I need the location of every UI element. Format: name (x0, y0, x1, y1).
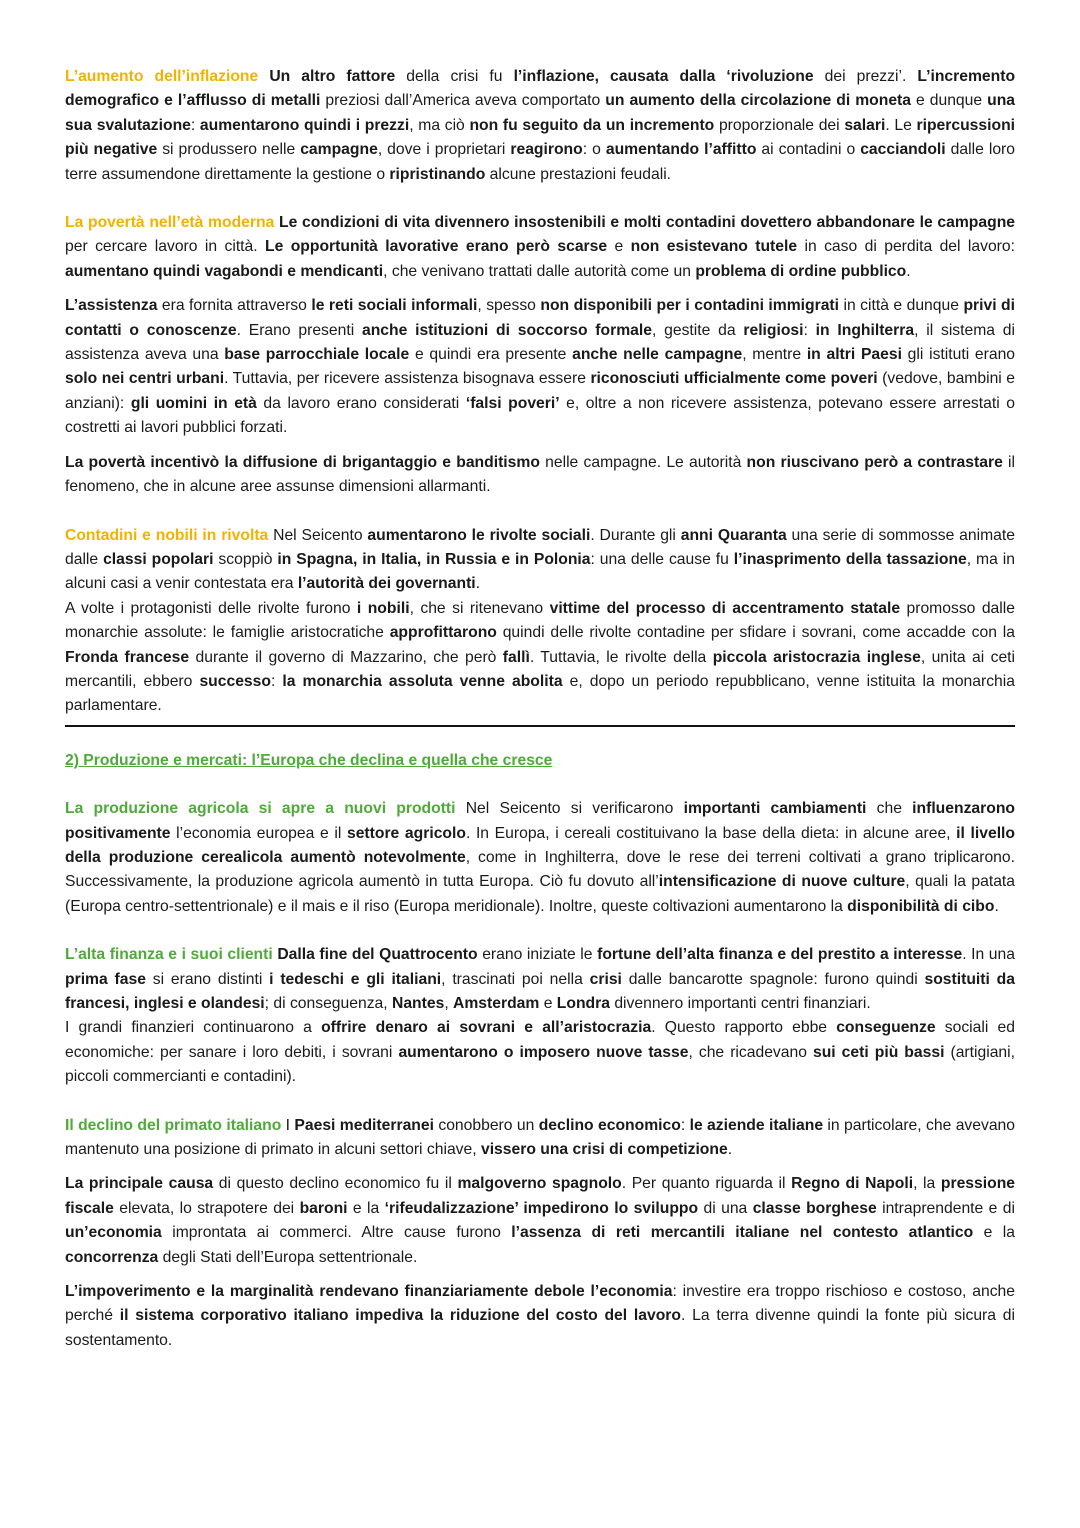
text: e quindi era presente (409, 346, 573, 364)
paragraph-heading: L’alta finanza e i suoi clienti (65, 946, 273, 964)
text: alcune prestazioni feudali. (485, 165, 672, 183)
paragraph-heading: Contadini e nobili in rivolta (65, 526, 269, 544)
text: improntata ai commerci. Altre cause furono (161, 1224, 512, 1242)
bold-text: anche istituzioni di soccorso formale (361, 321, 652, 339)
text: : (190, 116, 200, 134)
bold-text: concorrenza (65, 1248, 159, 1266)
text: . Tuttavia, per ricevere assistenza bisognava essere (224, 370, 591, 388)
bold-text: anche nelle campagne (572, 346, 743, 364)
bold-text: cacciandoli (860, 141, 946, 159)
bold-text: malgoverno spagnolo (457, 1175, 622, 1193)
text: : (270, 672, 283, 690)
bold-text: disponibilità di cibo (847, 897, 995, 915)
text: , (444, 995, 454, 1012)
text: , trascinati poi nella (441, 970, 590, 988)
text: (vedove, bambini e anziani): (65, 370, 1016, 412)
text: gli istituti erano (901, 346, 1016, 364)
bold-text: ‘rifeudalizzazione’ impedirono lo sviluppo (384, 1199, 699, 1217)
text: . Questo rapporto ebbe (651, 1019, 837, 1037)
bold-text: reagirono (510, 141, 583, 159)
bold-text: le reti sociali informali (311, 297, 478, 315)
text: , la (913, 1175, 941, 1193)
text: . Per quanto riguarda il (621, 1175, 792, 1193)
text: . La terra divenne quindi la fonte più sicura di sostentamento. (65, 1307, 1015, 1349)
bold-text: classe borghese (752, 1199, 877, 1217)
paragraph (65, 451, 1015, 500)
bold-text: baroni (299, 1199, 348, 1217)
text: ; di conseguenza, (264, 995, 392, 1012)
text: scoppiò (213, 550, 278, 568)
text: conobbero un (433, 1116, 539, 1134)
bold-text: la monarchia assoluta venne abolita (282, 672, 563, 690)
bold-text: aumentando l’affitto (605, 141, 757, 159)
bold-text: il sistema corporativo italiano impediva la riduzione del costo del lavoro (119, 1307, 681, 1325)
bold-text: aumentarono le rivolte sociali (367, 526, 591, 544)
text: nelle campagne. Le autorità (539, 453, 747, 471)
bold-text: le aziende italiane (689, 1116, 824, 1134)
bold-text: Le condizioni di vita divennero insostenibili e molti contadini dovettero abbandonare le campagne (279, 214, 1016, 232)
text: , che ricadevano (688, 1043, 813, 1061)
bold-text: La povertà incentivò la diffusione di brigantaggio e banditismo (65, 453, 540, 471)
text (258, 68, 269, 85)
text: : investire era troppo rischioso e costoso, anche perché (65, 1283, 1015, 1325)
text: A volte i protagonisti delle rivolte furono (65, 599, 357, 617)
text: . Durante gli (590, 526, 681, 544)
paragraph (65, 524, 1015, 597)
text: : (803, 321, 816, 339)
bold-text: in Spagna, in Italia, in Russia e in Polonia (277, 550, 591, 568)
bold-text: campagne (300, 141, 378, 159)
text: si produssero nelle (157, 141, 301, 159)
paragraph (65, 1114, 1015, 1163)
text: di questo declino economico fu il (213, 1175, 458, 1193)
bold-text: ‘falsi poveri’ (465, 394, 560, 412)
bold-text: aumentano quindi vagabondi e mendicanti (65, 262, 384, 280)
bold-text: gli uomini in età (130, 394, 257, 412)
bold-text: Paesi mediterranei (294, 1116, 434, 1134)
bold-text: vittime del processo di accentramento statale (549, 599, 901, 617)
text: , gestite da (651, 321, 744, 339)
bold-text: il livello della produzione cerealicola aumentò notevolmente (65, 824, 1015, 866)
text: . In una (962, 946, 1015, 964)
paragraph (65, 1016, 1015, 1089)
text: intraprendente e di (876, 1199, 1015, 1217)
text: : (680, 1116, 690, 1134)
bold-text: pressione fiscale (65, 1175, 1016, 1217)
text: , come in Inghilterra, dove le rese dei terreni coltivati a grano triplicarono. Successivamente, la produzione agricola aumentò in tutta Europa. Ciò fu dovuto all’ (65, 848, 1015, 891)
text: . (994, 897, 999, 915)
paragraph-heading: L’aumento dell’inflazione (65, 68, 259, 85)
text: quindi delle rivolte contadine per sfidare i sovrani, come accadde con la (496, 624, 1015, 642)
text: I (281, 1116, 295, 1134)
bold-text: Un altro fattore (269, 68, 396, 85)
bold-text: prima fase (65, 970, 146, 988)
paragraph (65, 65, 1015, 187)
text: , quali la patata (Europa centro-settentrionale) e il mais e il riso (Europa meridionale). Inoltre, queste coltivazioni aumentarono la (65, 873, 1016, 915)
bold-text: Dalla fine del Quattrocento (277, 946, 478, 964)
bold-text: Nantes (392, 995, 445, 1012)
bold-text: base parrocchiale locale (224, 346, 410, 364)
bold-text: in Inghilterra (815, 321, 915, 339)
text: , che si ritenevano (409, 599, 550, 617)
bold-text: salari (844, 116, 886, 134)
bold-text: piccola aristocrazia inglese (712, 648, 921, 666)
paragraph (65, 1280, 1015, 1353)
bold-text: aumentarono quindi i prezzi (199, 116, 410, 134)
text: e la (347, 1199, 385, 1217)
text: e la (973, 1224, 1015, 1242)
text: e, dopo un periodo repubblicano, venne istituita la monarchia parlamentare. (65, 672, 1015, 715)
bold-text: vissero una crisi di competizione (480, 1141, 728, 1159)
text: . (906, 262, 911, 280)
bold-text: problema di ordine pubblico (695, 262, 907, 280)
text: e (607, 238, 631, 256)
text: una serie di sommosse animate dalle (65, 526, 1015, 568)
bold-text: religiosi (743, 321, 804, 339)
bold-text: non disponibili per i contadini immigrati (540, 297, 840, 315)
text: dei prezzi’. (813, 68, 918, 85)
text: era fornita attraverso (157, 297, 312, 315)
text: e (539, 995, 557, 1012)
bold-text: settore agricolo (346, 824, 466, 842)
text: . Le (885, 116, 917, 134)
bold-text: aumentarono o imposero nuove tasse (398, 1043, 689, 1061)
text: si erano distinti (145, 970, 270, 988)
bold-text: Amsterdam (453, 995, 540, 1012)
bold-text: ripercussioni più negative (65, 116, 1016, 159)
bold-text: influenzarono positivamente (65, 800, 1015, 842)
text: . Tuttavia, le rivolte della (529, 648, 713, 666)
bold-text: non fu seguito da un incremento (469, 116, 715, 134)
text: ai contadini o (756, 141, 861, 159)
bold-text: ripristinando (389, 165, 486, 183)
bold-text: una sua svalutazione (65, 92, 1016, 134)
text: elevata, lo strapotere dei (113, 1199, 300, 1217)
text: , che venivano trattati dalle autorità come un (383, 262, 696, 280)
paragraph (65, 211, 1015, 284)
bold-text: classi popolari (103, 550, 214, 568)
bold-text: un’economia (65, 1224, 162, 1242)
section-2-body (65, 797, 1015, 1353)
text: di una (698, 1199, 753, 1217)
bold-text: offrire denaro ai sovrani e all’aristocrazia (321, 1019, 652, 1037)
bold-text: fortune dell’alta finanza e del prestito a interesse (597, 946, 963, 964)
text: , unita ai ceti mercantili, ebbero (65, 648, 1016, 690)
text: . In Europa, i cereali costituivano la base della dieta: in alcune aree, (465, 824, 957, 842)
text: . (727, 1141, 733, 1159)
bold-text: un aumento della circolazione di moneta (605, 92, 912, 110)
bold-text: approfittarono (389, 624, 497, 642)
text: erano iniziate le (477, 946, 598, 964)
text: : o (582, 141, 606, 159)
text: degli Stati dell’Europa settentrionale. (158, 1248, 418, 1266)
bold-text: fallì (502, 648, 530, 666)
text: , dove i proprietari (377, 141, 511, 159)
text: divennero importanti centri finanziari. (609, 995, 871, 1012)
bold-text: Regno di Napoli (791, 1175, 914, 1193)
text: . (475, 575, 481, 593)
bold-text: L’incremento demografico e l’afflusso di metalli (65, 68, 1016, 110)
bold-text: l’inasprimento della tassazione (733, 550, 967, 568)
bold-text: non esistevano tutele (630, 238, 798, 256)
bold-text: crisi (589, 970, 622, 988)
bold-text: declino economico (538, 1116, 681, 1134)
text: della crisi fu (395, 68, 514, 85)
text: proporzionale dei (714, 116, 845, 134)
bold-text: solo nei centri urbani (65, 370, 225, 388)
section-title: 2) Produzione e mercati: l’Europa che declina e quella che cresce (65, 751, 553, 769)
bold-text: i nobili (356, 599, 410, 617)
text: (artigiani, piccoli commercianti e contadini). (65, 1043, 1015, 1086)
bold-text: La principale causa (65, 1175, 214, 1193)
paragraph-heading: La produzione agricola si apre a nuovi prodotti (65, 800, 456, 818)
paragraph (65, 1172, 1015, 1270)
text: promosso dalle monarchie assolute: le famiglie aristocratiche (65, 599, 1015, 642)
bold-text: in altri Paesi (806, 346, 902, 364)
text: dalle loro terre assumendone direttamente la gestione o (65, 141, 1015, 183)
text: , ma ciò (409, 116, 470, 134)
text: da lavoro erano considerati (256, 394, 466, 412)
paragraph-heading: La povertà nell’età moderna (65, 214, 275, 232)
text: e, oltre a non ricevere assistenza, potevano essere arrestati o costretti ai lavori pubblici forzati. (65, 394, 1015, 437)
text: Nel Seicento si verificarono (455, 800, 684, 818)
text: I grandi finanzieri continuarono a (65, 1019, 322, 1037)
bold-text: i tedeschi e gli italiani (269, 970, 442, 988)
text: in caso di perdita del lavoro: (797, 238, 1015, 256)
section-divider (65, 725, 1015, 727)
paragraph (65, 597, 1015, 719)
bold-text: L’assistenza (65, 297, 158, 315)
text: , ma in alcuni casi a venir contestata era (65, 550, 1015, 593)
text: , spesso (477, 297, 541, 315)
bold-text: sostituiti da francesi, inglesi e olandesi (65, 970, 1015, 1012)
bold-text: l’autorità dei governanti (297, 575, 476, 593)
paragraph-heading: Il declino del primato italiano (65, 1116, 282, 1134)
text: : una delle cause fu (590, 550, 734, 568)
text: Nel Seicento (268, 526, 368, 544)
bold-text: importanti cambiamenti (683, 800, 867, 818)
section-1-body (65, 65, 1015, 719)
bold-text: sui ceti più bassi (812, 1043, 945, 1061)
bold-text: l’assenza di reti mercantili italiane nel contesto atlantico (511, 1224, 974, 1242)
text: sociali ed economiche: per sanare i loro debiti, i sovrani (65, 1019, 1015, 1061)
text: preziosi dall’America aveva comportato (320, 92, 606, 110)
bold-text: L’impoverimento e la marginalità rendevano finanziariamente debole l’economia (65, 1283, 673, 1301)
bold-text: privi di contatti o conoscenze (65, 297, 1015, 339)
bold-text: Le opportunità lavorative erano però scarse (265, 238, 608, 256)
text: il fenomeno, che in alcune aree assunse dimensioni allarmanti. (65, 453, 1015, 496)
text: in particolare, che avevano mantenuto una posizione di primato in alcuni settori chiave, (65, 1116, 1016, 1159)
text: durante il governo di Mazzarino, che però (189, 648, 503, 666)
bold-text: anni Quaranta (680, 526, 787, 544)
paragraph (65, 797, 1015, 919)
text: , il sistema di assistenza aveva una (65, 321, 1016, 364)
text: , mentre (742, 346, 807, 364)
bold-text: intensificazione di nuove culture (658, 873, 906, 891)
bold-text: conseguenze (836, 1019, 936, 1037)
text: dalle bancarotte spagnole: furono quindi (621, 970, 925, 988)
bold-text: Fronda francese (65, 648, 190, 666)
bold-text: riconosciuti ufficialmente come poveri (590, 370, 878, 388)
text: e dunque (911, 92, 988, 110)
bold-text: non riuscivano però a contrastare (746, 453, 1003, 471)
bold-text: l’inflazione, causata dalla ‘rivoluzione (513, 68, 814, 85)
text: che (866, 800, 913, 818)
bold-text: successo (199, 672, 271, 690)
text: l’economia europea e il (170, 824, 347, 842)
paragraph (65, 294, 1015, 440)
bold-text: Londra (556, 995, 610, 1012)
text: . Erano presenti (236, 321, 362, 339)
paragraph (65, 943, 1015, 1016)
text: in città e dunque (839, 297, 964, 315)
text: per cercare lavoro in città. (65, 238, 266, 256)
